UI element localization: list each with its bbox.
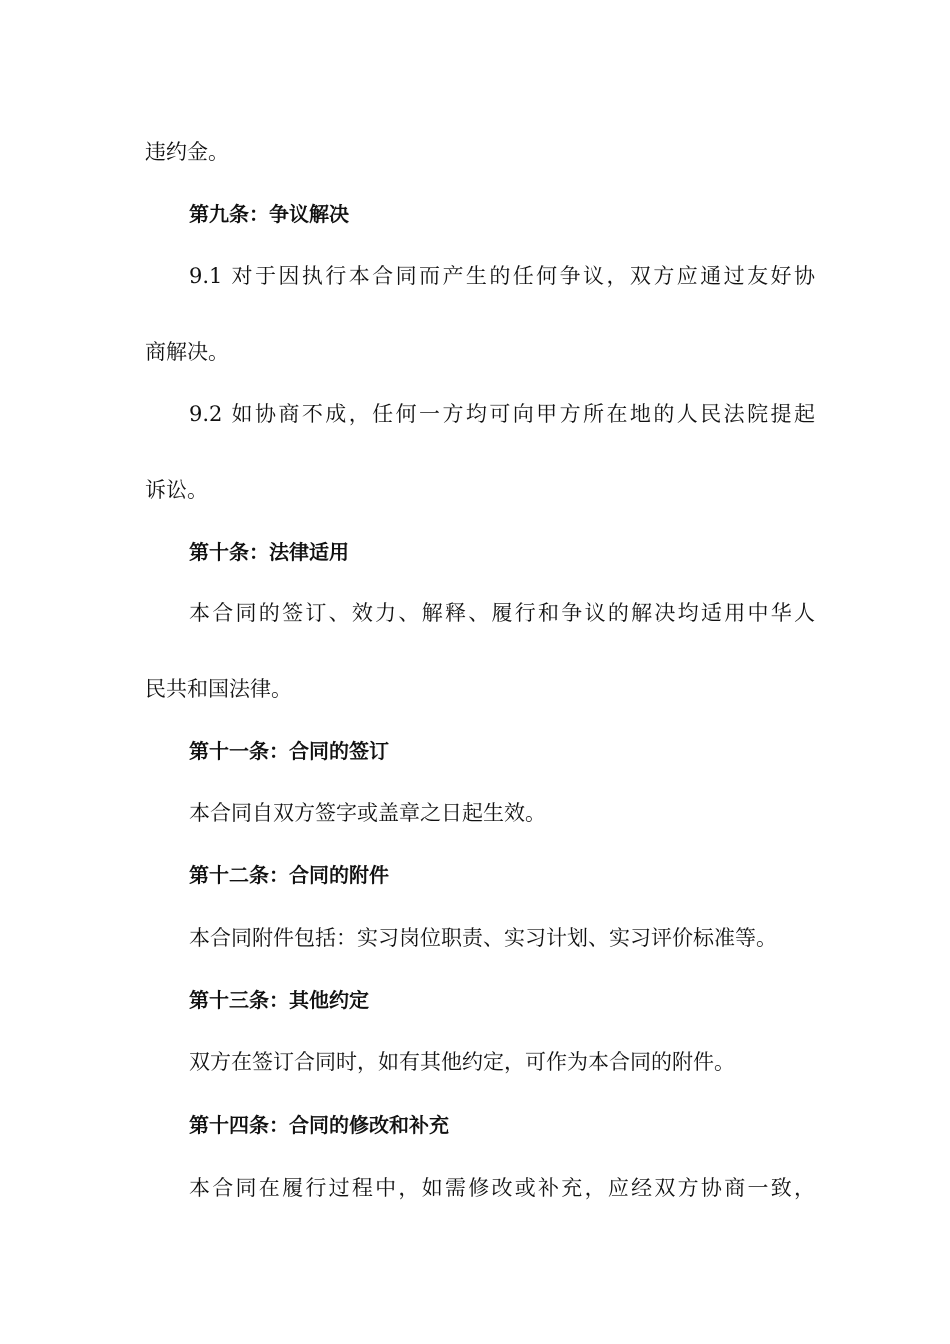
article-10-text-continued: 民共和国法律。 [145, 677, 292, 701]
heading-article-9: 第九条：争议解决 [189, 202, 349, 226]
heading-article-13: 第十三条：其他约定 [189, 988, 369, 1012]
article-13-text: 双方在签订合同时，如有其他约定，可作为本合同的附件。 [189, 1050, 735, 1074]
heading-article-11: 第十一条：合同的签订 [189, 739, 389, 763]
article-12-text: 本合同附件包括：实习岗位职责、实习计划、实习评价标准等。 [189, 926, 777, 950]
article-14-text: 本合同在履行过程中，如需修改或补充，应经双方协商一致， [189, 1176, 815, 1200]
heading-article-12: 第十二条：合同的附件 [189, 863, 389, 887]
clause-9-2-continued: 诉讼。 [145, 478, 208, 502]
heading-article-14: 第十四条：合同的修改和补充 [189, 1113, 449, 1137]
article-11-text: 本合同自双方签字或盖章之日起生效。 [189, 801, 546, 825]
text-line-penalty: 违约金。 [145, 140, 229, 164]
article-10-text: 本合同的签订、效力、解释、履行和争议的解决均适用中华人 [189, 601, 815, 625]
clause-9-1: 9.1 对于因执行本合同而产生的任何争议，双方应通过友好协 [189, 264, 815, 288]
clause-9-1-continued: 商解决。 [145, 340, 229, 364]
heading-article-10: 第十条：法律适用 [189, 540, 349, 564]
clause-9-2: 9.2 如协商不成，任何一方均可向甲方所在地的人民法院提起 [189, 402, 815, 426]
